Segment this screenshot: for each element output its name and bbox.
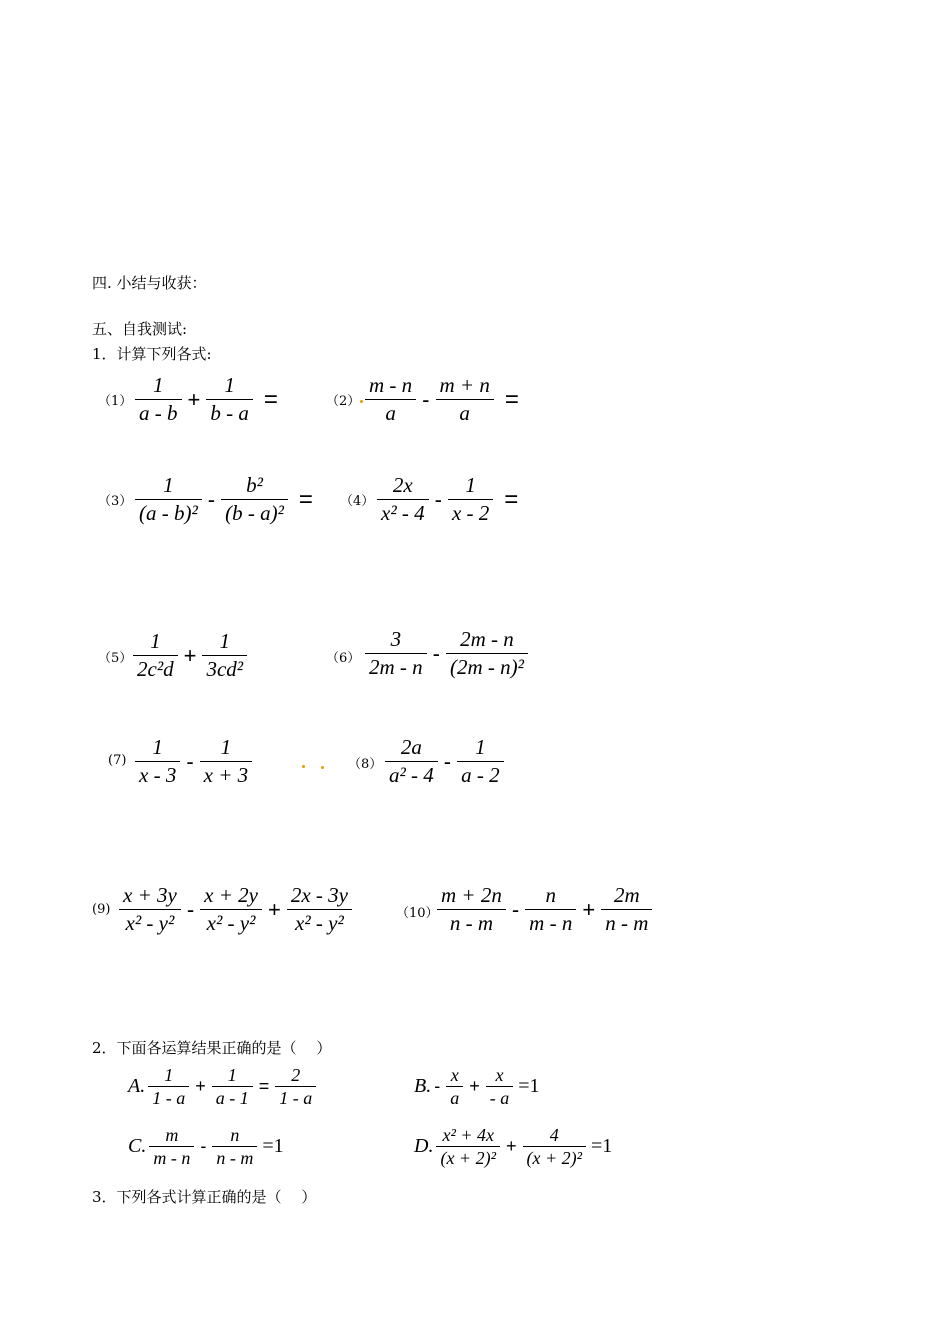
operator: - [186,748,194,774]
problem-4-label: （4） [340,494,375,509]
denominator: n - m [216,1148,254,1168]
fraction [221,472,288,527]
problem-2-label: （2） [326,394,361,409]
fraction [200,882,262,937]
option-letter: C. [128,1135,147,1157]
numerator: 1 [219,629,231,653]
scan-mark [321,766,324,769]
result: =1 [262,1135,284,1157]
denominator: a² - 4 [389,763,434,787]
denominator: (x + 2)² [526,1148,583,1168]
numerator: 3 [390,627,402,651]
denominator: (x + 2)² [440,1148,496,1168]
fraction [436,372,494,427]
equals-sign: = [263,385,278,413]
fraction [212,1064,253,1109]
result: =1 [518,1075,540,1097]
numerator: 1 [224,373,235,397]
fraction [601,882,652,937]
option-letter: A. [128,1075,146,1097]
operator: - [434,486,442,512]
numerator: x + 2y [204,883,258,907]
denominator: 2m - n [369,655,423,679]
denominator: x² - y² [206,911,256,935]
denominator: x + 3 [203,763,249,787]
option-letter: D. [414,1135,434,1157]
denominator: n - m [605,911,649,935]
fraction [446,1064,463,1109]
operator: + [505,1136,517,1156]
fraction [148,1064,189,1109]
numerator: b² [246,473,263,497]
equals-sign: = [504,485,519,513]
denominator: 2c²d [137,657,174,681]
denominator: x - 3 [139,763,177,787]
operator: - [200,1136,207,1156]
numerator: 2x [392,473,413,497]
numerator: 1 [164,1065,174,1085]
denominator: b - a [210,401,249,425]
denominator: a - b [139,401,178,425]
numerator: 1 [152,735,163,759]
operator: - [207,486,216,512]
operator: - [443,748,452,774]
problem-7-label: (7) [108,753,127,768]
problem-3-label: （3） [98,494,133,509]
result: =1 [591,1135,613,1157]
numerator: n [230,1125,240,1145]
problem-9-expr [116,882,355,937]
denominator: 3cd² [206,657,244,681]
numerator: 1 [465,473,476,497]
denominator: (b - a)² [225,501,284,525]
option-b [414,1064,540,1109]
problem-5-expr [130,628,250,683]
section4-title: 四. 小结与收获： [92,274,207,292]
fraction [365,372,416,427]
numerator: 2a [400,735,422,759]
denominator: (a - b)² [139,501,198,525]
denominator: 1 - a [152,1088,186,1108]
problem-1-label: （1） [98,394,133,409]
problem-9-label: (9) [92,902,111,917]
problem-6-expr [362,626,531,681]
operator: - [511,896,520,922]
numerator: 2m [613,883,640,907]
numerator: 4 [549,1125,559,1145]
operator: + [187,386,201,412]
numerator: 2 [291,1065,301,1085]
problem-6-label: （6） [326,651,361,666]
operator: - [434,1076,441,1096]
numerator: 1 [475,735,486,759]
fraction [365,626,427,681]
operator: - [422,386,430,412]
fraction [448,472,493,527]
denominator: x² - y² [125,911,175,935]
denominator: m - n [153,1148,191,1168]
problem-8-expr [382,734,507,789]
numerator: 1 [163,473,174,497]
numerator: 1 [153,373,164,397]
problem-1-expr [132,372,278,427]
numerator: 1 [220,735,232,759]
denominator: (2m - n)² [450,655,524,679]
scan-mark [302,765,305,768]
fraction [457,734,504,789]
fraction [385,734,438,789]
fraction [446,626,528,681]
numerator: m + 2n [441,883,502,907]
numerator: m - n [369,373,413,397]
operator: - [186,896,195,922]
fraction [119,882,181,937]
fraction [200,734,253,789]
numerator: 2x - 3y [290,883,348,907]
problem-10-label: （10） [396,906,439,921]
q2-prompt: 2．下面各运算结果正确的是（ ） [92,1039,332,1057]
numerator: 2m - n [460,627,514,651]
problem-7-expr [132,734,255,789]
fraction [212,1124,257,1169]
fraction [525,882,576,937]
operator: + [195,1076,206,1096]
fraction [135,472,202,527]
denominator: x - 2 [451,501,490,525]
section5-title: 五、自我测试: [92,320,188,338]
numerator: x [450,1065,459,1085]
fraction [436,1124,500,1169]
fraction [377,472,429,527]
numerator: x² + 4x [442,1125,494,1145]
problem-8-label: （8） [348,757,383,772]
option-c [128,1124,284,1169]
operator: - [432,640,440,666]
scan-mark [360,400,363,403]
numerator: 1 [150,629,161,653]
fraction [523,1124,587,1169]
fraction [135,372,182,427]
numerator: x [495,1065,504,1085]
denominator: a - 1 [215,1088,249,1108]
problem-5-label: （5） [98,651,133,666]
fraction [486,1064,514,1109]
option-a [128,1064,319,1109]
denominator: a - 2 [461,763,500,787]
numerator: n [545,883,556,907]
fraction [133,628,178,683]
problem-2-expr [362,372,519,427]
operator: + [582,896,596,922]
operator: + [469,1076,480,1096]
denominator: x² - y² [295,911,344,935]
denominator: n - m [449,911,493,935]
numerator: m [165,1125,179,1145]
operator: + [183,642,197,668]
numerator: m + n [439,373,490,397]
denominator: 1 - a [279,1088,313,1108]
numerator: 1 [227,1065,237,1085]
denominator: a [385,401,396,425]
problem-4-expr [374,472,518,527]
fraction [275,1064,316,1109]
option-d [414,1124,612,1169]
problem-10-expr [434,882,655,937]
numerator: x + 3y [123,883,177,907]
denominator: - a [489,1088,510,1108]
operator: = [258,1076,270,1096]
option-letter: B. [414,1075,432,1097]
fraction [437,882,506,937]
equals-sign: = [298,485,313,513]
fraction [202,628,247,683]
q3-prompt: 3．下列各式计算正确的是（ ） [92,1188,317,1206]
fraction [149,1124,194,1169]
fraction [206,372,253,427]
equals-sign: = [504,385,519,413]
denominator: m - n [529,911,573,935]
denominator: a [450,1088,460,1108]
q1-prompt: 1．计算下列各式: [92,345,212,363]
denominator: x² - 4 [381,501,425,525]
operator: + [267,896,281,922]
fraction [135,734,180,789]
fraction [287,882,352,937]
denominator: a [459,401,470,425]
problem-3-expr [132,472,313,527]
